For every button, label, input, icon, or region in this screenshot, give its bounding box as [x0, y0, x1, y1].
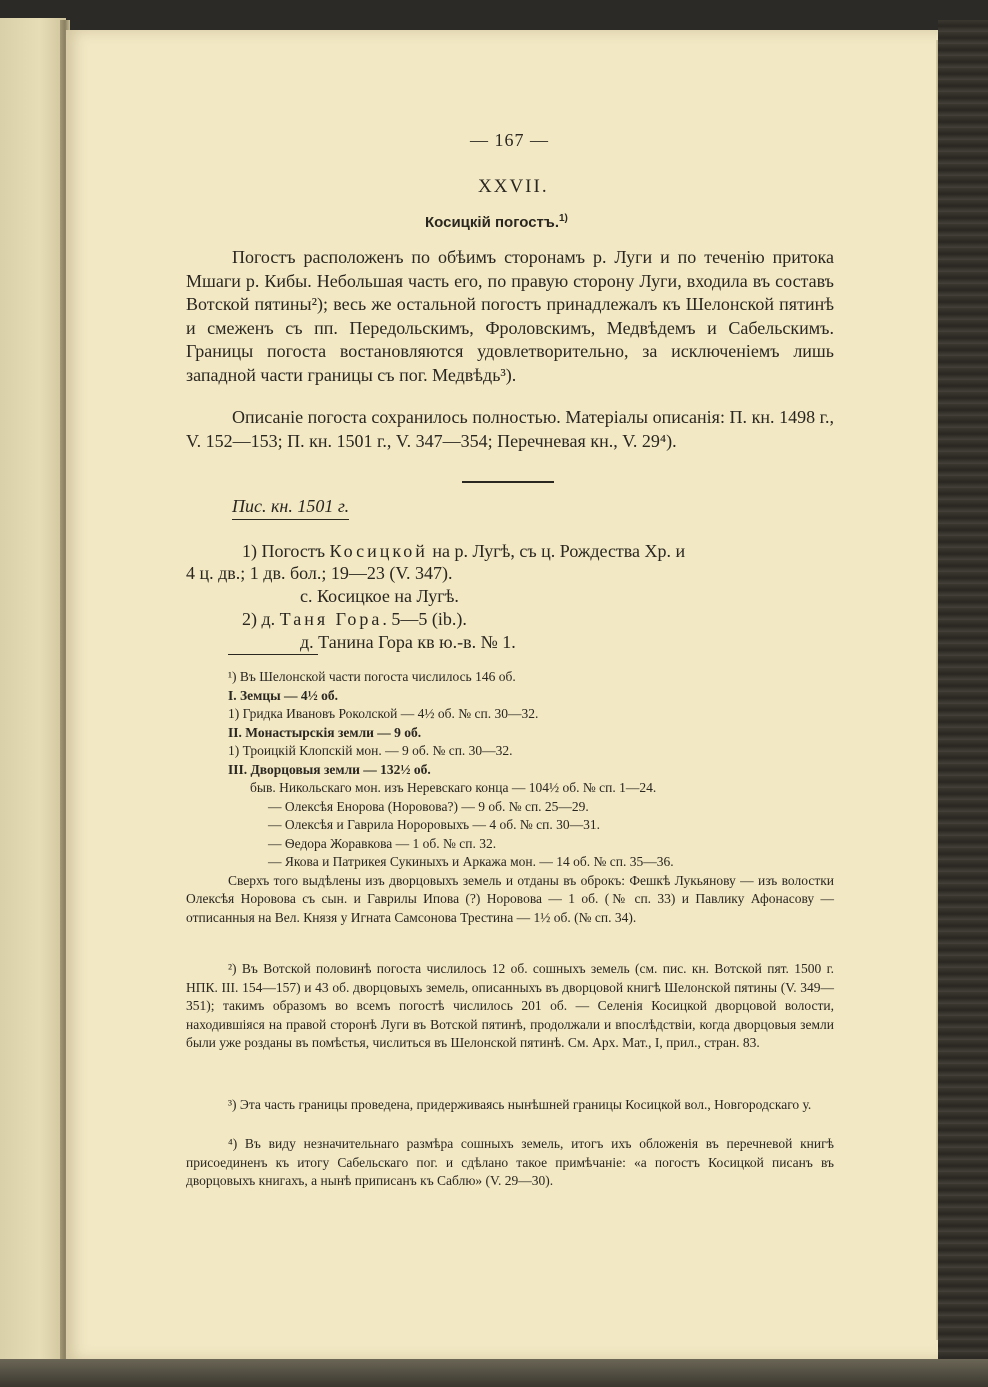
- footnote-1-line: — Олексѣя Енорова (Норовова?) — 9 об. № сп. 25—29.: [268, 798, 589, 814]
- footnote-1-line: — Олексѣя и Гаврила Нороровыхъ — 4 об. № сп. 30—31.: [268, 817, 600, 832]
- footnote-1-line: — Якова и Патрикея Сукиныхъ и Аркажа мон. — 14 об. № сп. 35—36.: [268, 854, 674, 869]
- book-cover-edge: [938, 20, 988, 1387]
- footnote-1-line: — Ѳедора Жоравкова — 1 об. № сп. 32.: [268, 835, 497, 851]
- page-number: — 167 —: [470, 130, 549, 150]
- footnote-2: ²) Въ Вотской половинѣ погоста числилось 12 об. сошныхъ земель (см. пис. кн. Вотской пят. 1500 г. НПК. III. 154—157) и 43 об. дворцовыхъ земель, описанныхъ въ дворцовой книгѣ Шелонской пятины (V. 349—351); такимъ образомъ во всемъ погостѣ числилось 201 об. — Селенія Косицкой дворцовой волости, находившіяся на правой сторонѣ Луги въ Вотской пятинѣ, продолжали и впослѣдствіи, когда дворцовыя земли были уже розданы въ помѣстья, числиться въ Шелонской пятинѣ. См. Арх. Мат., I, прил., стран. 83.: [186, 961, 834, 1050]
- source-subheading: Пис. кн. 1501 г.: [232, 496, 349, 520]
- intro-paragraph-2: Описаніе погоста сохранилось полностью. Матеріалы описанія: П. кн. 1498 г., V. 152—153; П. кн. 1501 г., V. 347—354; Перечневая кн., V. 29⁴).: [186, 407, 834, 451]
- facing-page-edge: [0, 18, 66, 1387]
- footnote-3: ³) Эта часть границы проведена, придерживаясь нынѣшней границы Косицкой вол., Новгородскаго у.: [228, 1097, 812, 1112]
- entry-2-name: Таня Гора: [279, 609, 383, 629]
- section-number: XXVII.: [478, 176, 549, 197]
- footnote-1-line: II. Монастырскія земли — 9 об.: [228, 724, 422, 740]
- footnote-1-line: 1) Троицкій Клопскій мон. — 9 об. № сп. 30—32.: [228, 743, 513, 758]
- footnote-rule: [228, 654, 318, 655]
- footnote-1-line: III. Дворцовыя земли — 132½ об.: [228, 761, 431, 777]
- section-divider: [462, 481, 554, 483]
- entry-2-prefix: 2) д.: [242, 609, 276, 629]
- footnote-1-line: быв. Никольскаго мон. изъ Неревскаго конца — 104½ об. № сп. 1—24.: [250, 780, 657, 795]
- footnote-4: ⁴) Въ виду незначительнаго размѣра сошныхъ земель, итогъ ихъ обложенія въ перечневой книгѣ присоединенъ къ итогу Сабельскаго пог. и сдѣлано такое примѣчаніе: «а погостъ Косицкой писанъ въ дворцовыхъ книгахъ, а нынѣ приписанъ къ Саблю» (V. 29—30).: [186, 1136, 834, 1188]
- footnote-1: [186, 668, 834, 927]
- entry-1-prefix: 1) Погостъ: [242, 541, 326, 561]
- entry-1-line-3: с. Косицкое на Лугѣ.: [300, 586, 459, 606]
- footnote-1-tail: Сверхъ того выдѣлены изъ дворцовыхъ земель и отданы въ оброкъ: Фешкѣ Лукьянову — изъ волостки Олексѣя Норовова съ сын. и Гаврилы Ипова (?) Норовова — 1 об. (№ сп. 33) и Павлику Афонасову — отписанныя на Вел. Князя у Игната Самсонова Трестина — 1½ об. (№ сп. 34).: [186, 872, 834, 925]
- footnote-1-intro: ¹) Въ Шелонской части погоста числилось 146 об.: [228, 669, 516, 684]
- heading-text: Косицкій погостъ.: [425, 214, 559, 231]
- entry-1-rest: на р. Лугѣ, съ ц. Рождества Хр. и: [432, 541, 686, 561]
- heading-note-ref: 1): [559, 213, 568, 224]
- entry-1-name: Косицкой: [329, 541, 428, 561]
- footnote-1-line: I. Земцы — 4½ об.: [228, 687, 339, 703]
- entry-1-line-2: 4 ц. дв.; 1 дв. бол.; 19—23 (V. 347).: [186, 563, 453, 583]
- entry-1-line-1: [242, 540, 834, 562]
- entry-2-rest: . 5—5 (ib.).: [382, 609, 467, 629]
- entry-2-line-1: [242, 608, 467, 630]
- entry-2-line-2: д. Танина Гора кв ю.-в. № 1.: [300, 632, 516, 652]
- section-heading: [425, 213, 568, 231]
- intro-paragraph-1: Погостъ расположенъ по обѣимъ сторонамъ р. Луги и по теченію притока Мшаги р. Кибы. Небольшая часть его, по правую сторону Луги, входила въ составъ Вотской пятины²); весь же остальной погостъ принадлежалъ къ Шелонской пятинѣ и смеженъ съ пп. Передольскимъ, Фроловскимъ, Медвѣдемъ и Сабельскимъ. Границы погоста востановляются удовлетворительно, за исключеніемъ лишь западной части границы съ пог. Медвѣдь³).: [186, 247, 834, 385]
- scan-bottom-strip: [0, 1359, 988, 1387]
- footnote-1-line: 1) Гридка Ивановъ Роколской — 4½ об. № сп. 30—32.: [228, 706, 539, 721]
